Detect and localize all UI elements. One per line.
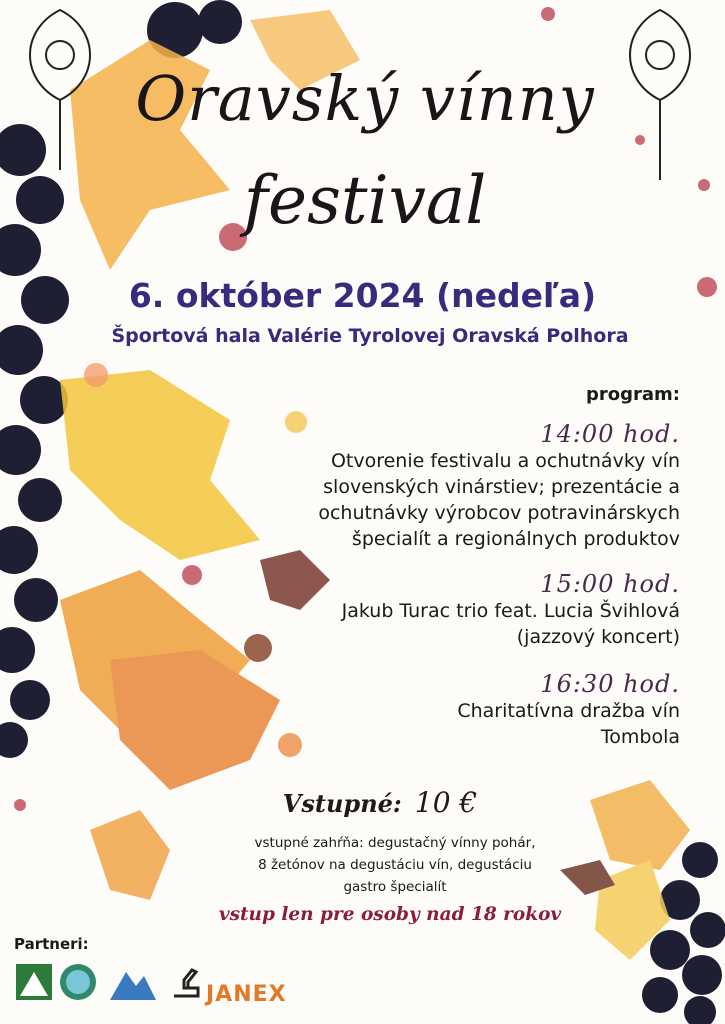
program-item-2	[342, 570, 680, 650]
program-item-1	[318, 420, 680, 552]
program-time-2: 15:00 hod.	[540, 570, 680, 598]
partner-logo-1	[14, 962, 54, 1002]
admission-fee	[250, 786, 510, 819]
partner-janex: JANEX	[206, 982, 287, 1007]
age-notice: vstup len pre osoby nad 18 rokov	[218, 904, 562, 925]
partner-logo-3	[108, 962, 158, 1002]
program-desc-1: Otvorenie festivalu a ochutnávky vín slovenských vinárstiev; prezentácie a ochutnávky výrobcov potravinárskych špecialít a regionálnych produktov	[318, 450, 680, 550]
excavator-icon	[170, 962, 204, 1002]
admission-price: 10 €	[414, 786, 478, 819]
title-line-1: Oravský vínny	[135, 62, 595, 135]
program-desc-3: Charitatívna dražba vín Tombola	[457, 700, 680, 748]
partners-label: Partneri:	[14, 935, 89, 953]
event-venue: Športová hala Valérie Tyrolovej Oravská Polhora	[111, 325, 629, 347]
event-date: 6. október 2024 (nedeľa)	[128, 276, 597, 315]
admission-includes: vstupné zahŕňa: degustačný vínny pohár, 8 žetónov na degustáciu vín, degustáciu gastro špecialít	[254, 835, 536, 895]
title-line-2: festival	[243, 162, 487, 239]
admission-label: Vstupné:	[282, 789, 402, 818]
program-time-3: 16:30 hod.	[540, 670, 680, 698]
program-label: program:	[586, 384, 680, 405]
program-item-3	[457, 670, 680, 750]
program-desc-2: Jakub Turac trio feat. Lucia Švihlová (jazzový koncert)	[341, 600, 680, 648]
program-time-1: 14:00 hod.	[540, 420, 680, 448]
partner-logo-2	[58, 962, 98, 1002]
